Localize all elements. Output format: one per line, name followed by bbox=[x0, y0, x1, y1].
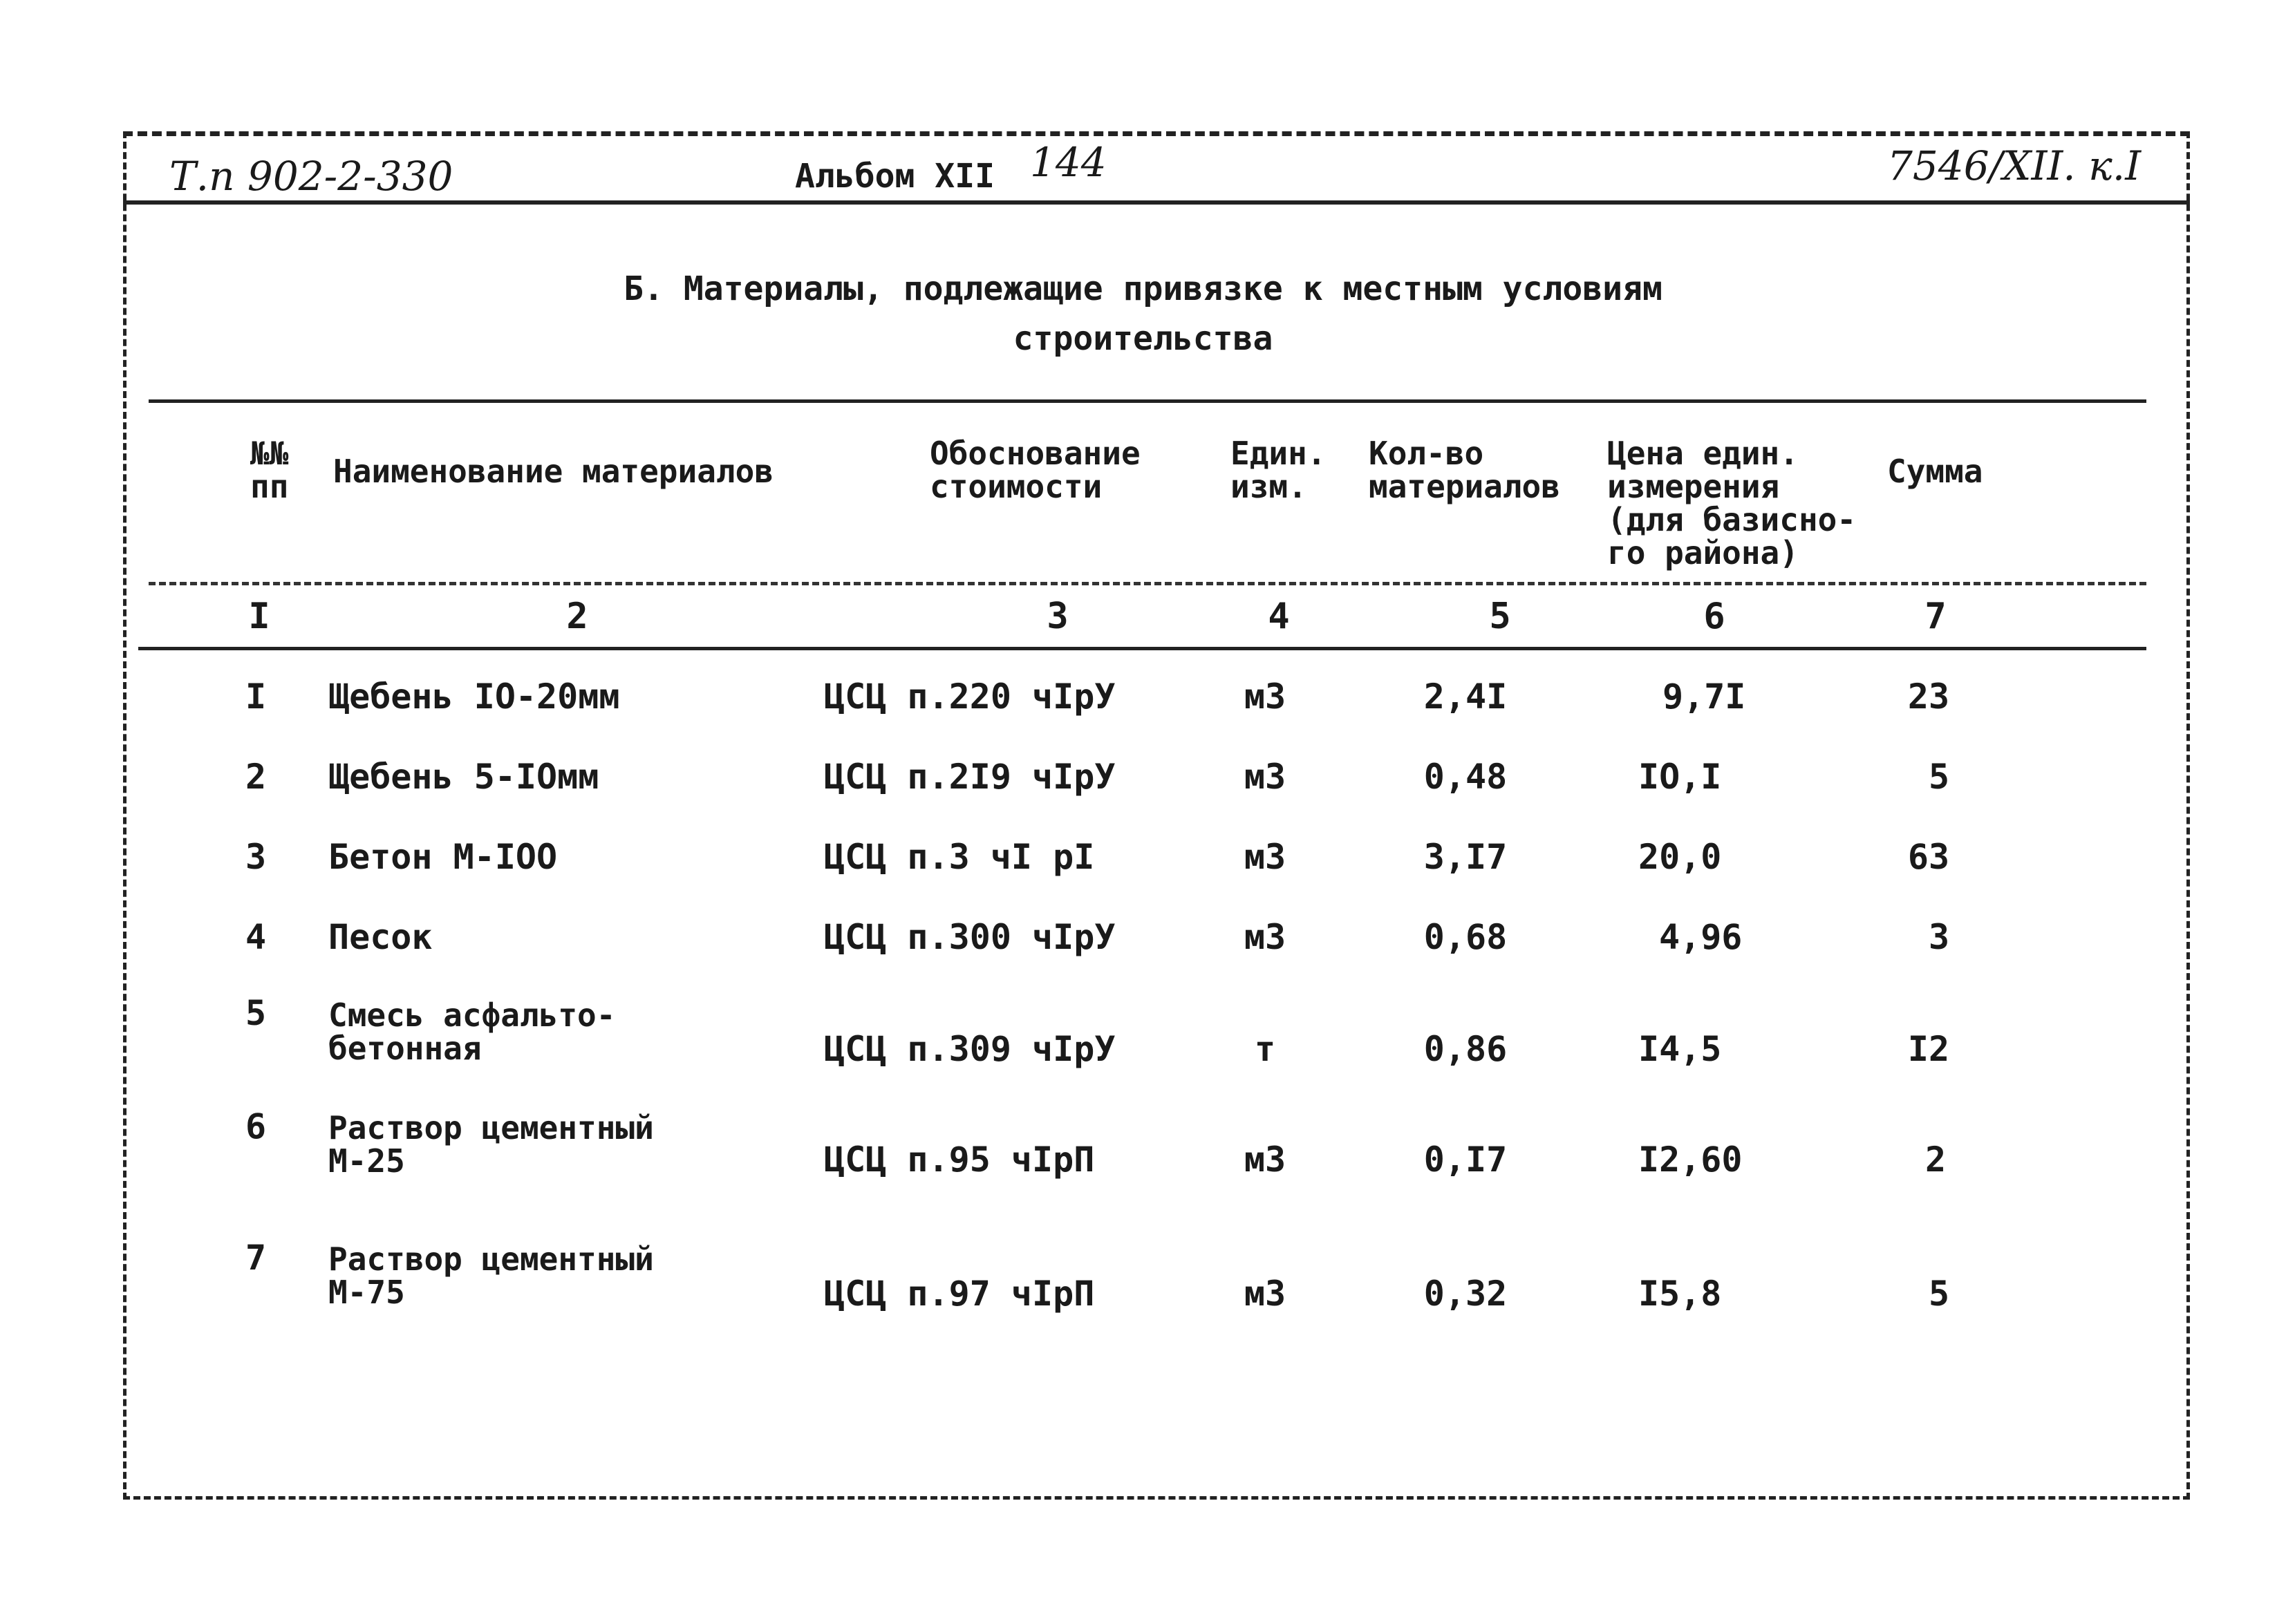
column-header-sum: Сумма bbox=[1887, 453, 1983, 490]
unit-price: I5,8 bbox=[1638, 1274, 1722, 1314]
column-header-unit: Един. изм. bbox=[1230, 435, 1327, 505]
unit-price: 9,7I bbox=[1662, 677, 1746, 717]
unit: м3 bbox=[1244, 837, 1286, 877]
column-header-basis: Обоснование стоимости bbox=[930, 435, 1141, 505]
sum: 2 bbox=[1924, 1140, 1947, 1180]
column-header-quantity: Кол-во материалов bbox=[1369, 435, 1560, 505]
cost-basis: ЦСЦ п.300 чIрУ bbox=[824, 917, 1116, 957]
material-name: Бетон М-IOO bbox=[328, 837, 558, 877]
unit-price: I4,5 bbox=[1638, 1029, 1722, 1069]
column-number: 7 bbox=[1924, 596, 1947, 637]
quantity: 2,4I bbox=[1423, 677, 1508, 717]
material-name: Щебень 5-IOмм bbox=[328, 757, 599, 797]
sum: 3 bbox=[1928, 917, 1950, 957]
column-header-name: Наименование материалов bbox=[333, 453, 774, 490]
unit-price: IO,I bbox=[1638, 757, 1722, 797]
unit-price: I2,60 bbox=[1638, 1140, 1743, 1180]
header-bottom-rule bbox=[149, 582, 2146, 585]
unit: м3 bbox=[1244, 1140, 1286, 1180]
section-title-line-1: Б. Материалы, подлежащие привязке к местным условиям bbox=[624, 270, 1662, 308]
cost-basis: ЦСЦ п.95 чIрП bbox=[824, 1140, 1095, 1180]
row-index: 3 bbox=[245, 837, 267, 877]
quantity: 0,48 bbox=[1423, 757, 1508, 797]
cost-basis: ЦСЦ п.220 чIрУ bbox=[824, 677, 1116, 717]
material-name: Раствор цементный М-75 bbox=[328, 1240, 654, 1311]
unit: м3 bbox=[1244, 757, 1286, 797]
material-name: Раствор цементный М-25 bbox=[328, 1109, 654, 1180]
column-number: 4 bbox=[1268, 596, 1290, 637]
column-header-index: №№ пп bbox=[250, 435, 289, 505]
row-index: 2 bbox=[245, 757, 267, 797]
column-number: 5 bbox=[1489, 596, 1511, 637]
sum: 63 bbox=[1907, 837, 1950, 877]
page-number: 144 bbox=[1030, 139, 1107, 186]
row-index: 5 bbox=[245, 993, 267, 1033]
material-name: Песок bbox=[328, 917, 433, 957]
material-name: Щебень IO-20мм bbox=[328, 677, 620, 717]
unit: т bbox=[1254, 1029, 1276, 1069]
section-title-line-2: строительства bbox=[1013, 319, 1273, 358]
row-index: 4 bbox=[245, 917, 267, 957]
unit: м3 bbox=[1244, 677, 1286, 717]
unit-price: 20,0 bbox=[1638, 837, 1722, 877]
sum: I2 bbox=[1907, 1029, 1950, 1069]
table-top-rule bbox=[149, 399, 2146, 403]
quantity: 0,68 bbox=[1423, 917, 1508, 957]
unit: м3 bbox=[1244, 1274, 1286, 1314]
quantity: 3,I7 bbox=[1423, 837, 1508, 877]
quantity: 0,86 bbox=[1423, 1029, 1508, 1069]
album-label: Альбом XII bbox=[795, 157, 995, 196]
quantity: 0,I7 bbox=[1423, 1140, 1508, 1180]
column-number: I bbox=[248, 596, 270, 637]
column-number: 6 bbox=[1703, 596, 1725, 637]
column-number: 3 bbox=[1047, 596, 1069, 637]
quantity: 0,32 bbox=[1423, 1274, 1508, 1314]
number-row-bottom-rule bbox=[138, 647, 2146, 650]
cost-basis: ЦСЦ п.3 чI рI bbox=[824, 837, 1095, 877]
column-header-price: Цена един. измерения (для базисно- го района) bbox=[1607, 435, 1857, 572]
sum: 5 bbox=[1928, 1274, 1950, 1314]
project-code: Т.п 902-2-330 bbox=[169, 153, 453, 200]
row-index: I bbox=[245, 677, 267, 717]
row-index: 7 bbox=[245, 1238, 267, 1278]
material-name: Смесь асфальто- бетонная bbox=[328, 997, 616, 1067]
cost-basis: ЦСЦ п.309 чIрУ bbox=[824, 1029, 1116, 1069]
cost-basis: ЦСЦ п.97 чIрП bbox=[824, 1274, 1095, 1314]
unit-price: 4,96 bbox=[1659, 917, 1743, 957]
document-code: 7546/XII. к.I bbox=[1887, 142, 2142, 189]
cost-basis: ЦСЦ п.2I9 чIрУ bbox=[824, 757, 1116, 797]
row-index: 6 bbox=[245, 1106, 267, 1146]
sum: 5 bbox=[1928, 757, 1950, 797]
column-number: 2 bbox=[566, 596, 588, 637]
header-divider bbox=[123, 200, 2190, 205]
unit: м3 bbox=[1244, 917, 1286, 957]
sum: 23 bbox=[1907, 677, 1950, 717]
